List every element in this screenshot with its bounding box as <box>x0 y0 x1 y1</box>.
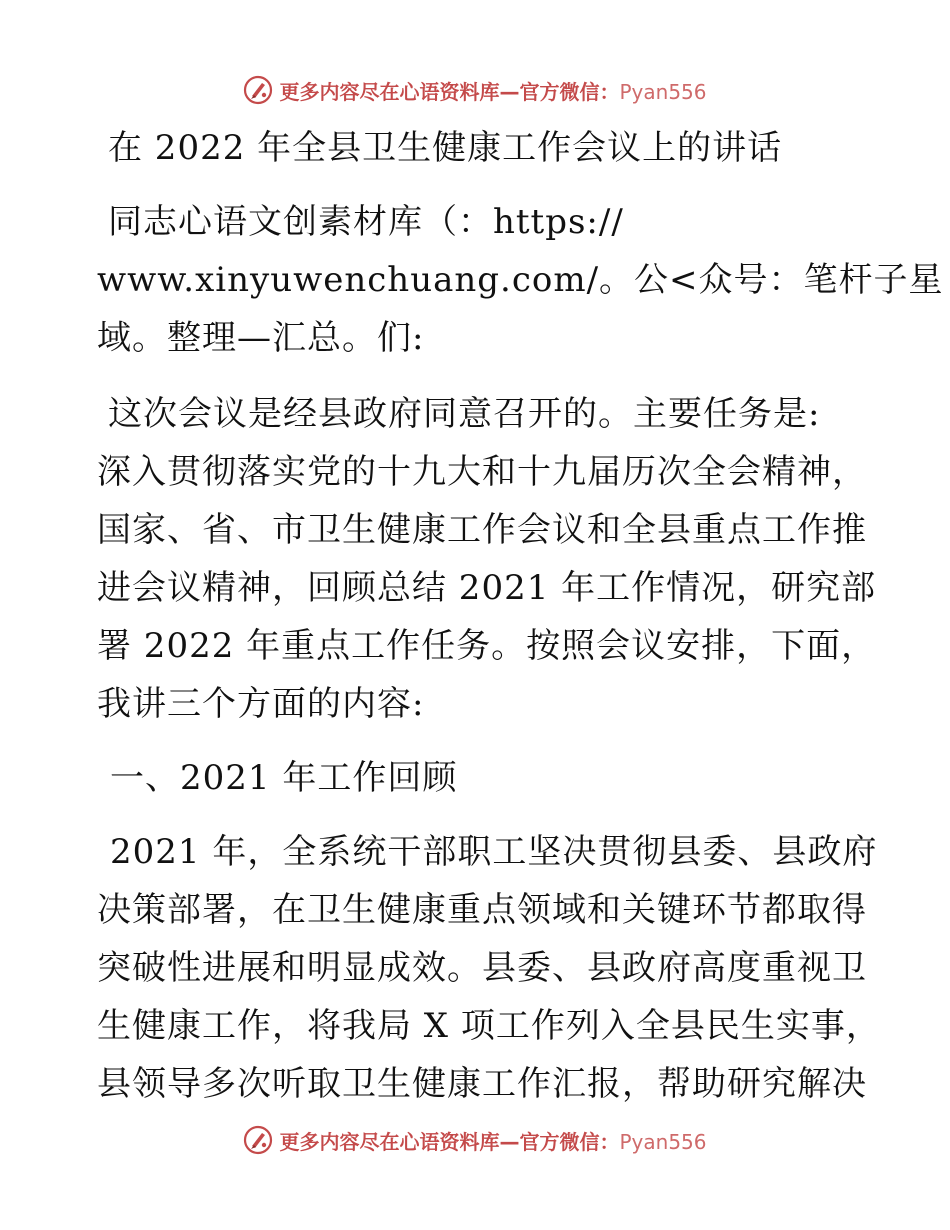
greeting-line: www.xinyuwenchuang.com/。公<众号：笔杆子星 <box>97 260 944 300</box>
paragraph-line: 突破性进展和明显成效。县委、县政府高度重视卫 <box>97 948 867 988</box>
paragraph-line: 深入贯彻落实党的十九大和十九届历次全会精神， <box>97 452 867 492</box>
paragraph-line: 2021 年，全系统干部职工坚决贯彻县委、县政府 <box>110 832 878 872</box>
brand-logo-icon <box>243 1125 273 1155</box>
footer-watermark <box>0 1122 950 1158</box>
paragraph-line: 这次会议是经县政府同意召开的。主要任务是: <box>108 394 821 434</box>
paragraph-line: 署 2022 年重点工作任务。按照会议安排，下面， <box>97 626 877 666</box>
section-heading: 一、2021 年工作回顾 <box>110 758 458 798</box>
wechat-id: Pyan556 <box>619 79 707 104</box>
paragraph-line: 国家、省、市卫生健康工作会议和全县重点工作推 <box>97 510 867 550</box>
paragraph-line: 县领导多次听取卫生健康工作汇报，帮助研究解决 <box>97 1064 867 1104</box>
header-watermark <box>0 72 950 108</box>
paragraph-line: 生健康工作，将我局 X 项工作列入全县民生实事， <box>97 1006 881 1046</box>
paragraph-line: 进会议精神，回顾总结 2021 年工作情况，研究部 <box>97 568 877 608</box>
paragraph-line: 决策部署，在卫生健康重点领域和关键环节都取得 <box>97 890 867 930</box>
paragraph-line: 我讲三个方面的内容: <box>97 684 425 724</box>
watermark-text: 更多内容尽在心语资料库—官方微信：Pyan556 <box>279 1129 707 1154</box>
brand-logo-icon <box>243 75 273 105</box>
watermark-text: 更多内容尽在心语资料库—官方微信：Pyan556 <box>279 79 707 104</box>
wechat-id: Pyan556 <box>619 1129 707 1154</box>
greeting-line: 域。整理—汇总。们: <box>97 318 425 358</box>
document-title: 在 2022 年全县卫生健康工作会议上的讲话 <box>108 128 783 168</box>
greeting-line: 同志心语文创素材库（：https:// <box>108 202 624 242</box>
